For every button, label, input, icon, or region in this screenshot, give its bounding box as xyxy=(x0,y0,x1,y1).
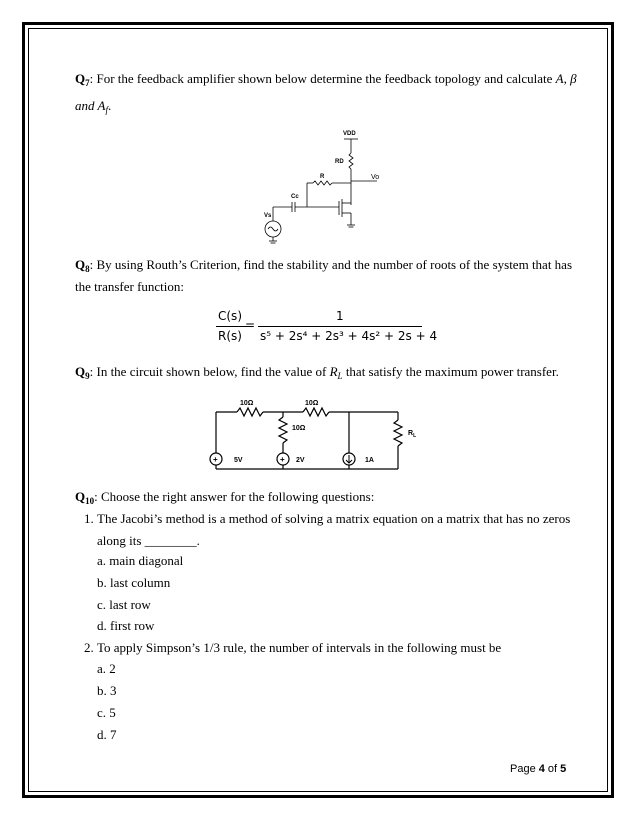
q7-line-2: and $A_f$. xyxy=(75,98,112,115)
option-a: a. main diagonal xyxy=(97,553,184,568)
svg-text:+: + xyxy=(280,455,285,464)
r-label: R xyxy=(320,174,325,180)
rd-label: RD xyxy=(335,159,344,165)
option-b: b. 3 xyxy=(97,683,117,698)
cc-label: Cc xyxy=(291,194,299,200)
option-a: a. 2 xyxy=(97,661,116,676)
r1-label: 10Ω xyxy=(240,400,254,407)
q8-label: $Q_8$ xyxy=(75,257,90,274)
vo-label: Vo xyxy=(371,174,380,181)
tf-equals: = xyxy=(245,318,256,332)
q9-power-circuit xyxy=(200,395,415,475)
option-c: c. last row xyxy=(97,597,151,612)
option-d: d. 7 xyxy=(97,727,117,742)
i1-label: 1A xyxy=(365,457,374,464)
q9-label: $Q_9$ xyxy=(75,364,90,381)
tf-rhs-den: s⁵ + 2s⁴ + 2s³ + 4s² + 2s + 4 xyxy=(260,329,438,343)
v2-label: 2V xyxy=(296,457,305,464)
svg-text:+: + xyxy=(213,455,218,464)
vdd-label: VDD xyxy=(343,131,356,137)
q8-line-2: the transfer function: xyxy=(75,279,185,294)
tf-rhs-bar xyxy=(258,326,422,327)
option-c: c. 5 xyxy=(97,705,116,720)
q10-label: $Q_{10}$ xyxy=(75,489,95,506)
item-1-line-1: The Jacobi’s method is a method of solving a matrix equation on a matrix that has no zeros xyxy=(97,511,571,526)
vs-label: Vs xyxy=(264,213,272,219)
q9-line-1: $Q_9$: In the circuit shown below, find the value of $R_L$ that satisfy the maximum power transfer. xyxy=(75,364,559,381)
v1-label: 5V xyxy=(234,457,243,464)
tf-lhs-den: R(s) xyxy=(218,329,242,343)
option-b: b. last column xyxy=(97,575,171,590)
item-2-line-1: To apply Simpson’s 1/3 rule, the number of intervals in the following must be xyxy=(97,640,502,655)
q7-line-1: $Q_7$: For the feedback amplifier shown below determine the feedback topology and calculate A, β xyxy=(75,71,577,88)
page-number: Page 4 of 5 xyxy=(510,763,567,775)
r3-label: 10Ω xyxy=(292,425,306,432)
q10-line-1: $Q_{10}$: Choose the right answer for the following questions: xyxy=(75,489,375,506)
r2-label: 10Ω xyxy=(305,400,319,407)
item-1-number: 1. xyxy=(84,511,94,526)
item-1-line-2: along its ________. xyxy=(97,533,200,548)
tf-rhs-num: 1 xyxy=(336,309,344,323)
tf-lhs-num: C(s) xyxy=(218,309,242,323)
q7-amplifier-circuit xyxy=(255,125,395,245)
rl-label: $R_L$ xyxy=(408,430,417,439)
q7-label: $Q_7$ xyxy=(75,71,90,88)
item-2-number: 2. xyxy=(84,640,94,655)
option-d: d. first row xyxy=(97,618,155,633)
q8-line-1: $Q_8$: By using Routh’s Criterion, find the stability and the number of roots of the system that has xyxy=(75,257,573,274)
